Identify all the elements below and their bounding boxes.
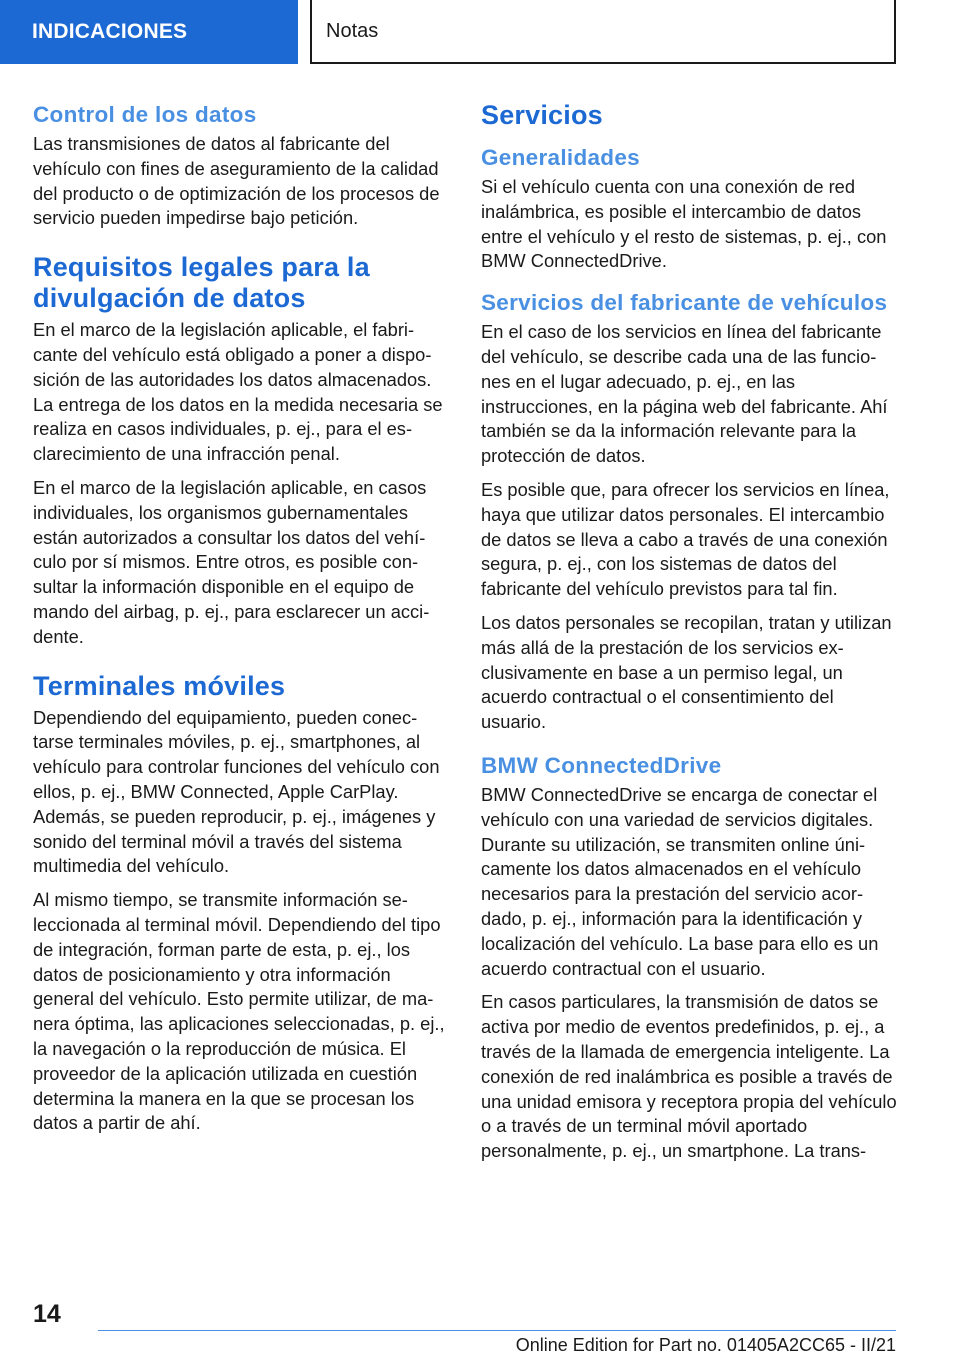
heading-terminales-moviles: Terminales móviles xyxy=(33,670,286,701)
paragraph: En el marco de la legislación aplicable, el fabricante del vehículo está obligado a poner a disposición de las autoridades los datos almacenados. La entrega de los datos en la medida necesaria se realiza en casos individuales, p. ej., para el esclarecimiento de una infracción penal. xyxy=(33,319,443,465)
heading-bmw-connecteddrive: BMW ConnectedDrive xyxy=(481,752,722,778)
section-control-datos xyxy=(33,100,448,231)
paragraph: En casos particulares, la transmisión de datos se activa por medio de eventos predefinidos, p. ej., a través de la llamada de emergencia inteligente. La conexión de red inalámbrica es posible a través de una unidad emisora y receptora propia del vehículo o a través de un terminal móvil aportado personalmente, p. ej., un smartphone. La trans- xyxy=(481,991,897,1162)
paragraph: Dependiendo del equipamiento, pueden conectarse terminales móviles, p. ej., smartphones, al vehículo para controlar funciones del vehículo con ellos, p. ej., BMW Connected, Apple CarPlay. Además, se pueden reproducir, p. ej., imágenes y sonido del terminal móvil a través del sistema multimedia del vehículo. xyxy=(33,706,440,877)
paragraph: Al mismo tiempo, se transmite información seleccionada al terminal móvil. Dependiendo del tipo de integración, forman parte de esta, p. ej., los datos de posicionamiento y otra información general del vehículo. Esto permite utilizar, de manera óptima, las aplicaciones seleccionadas, p. ej., la navegación o la reproducción de música. El proveedor de la aplicación utilizada en cuestión determina la manera en la que se procesan los datos a partir de ahí. xyxy=(33,889,445,1134)
heading-requisitos-legales: Requisitos legales para la divulgación de datos xyxy=(33,252,370,314)
edition-label: Online Edition for Part no. 01405A2CC65 - II/21 xyxy=(515,1335,896,1355)
paragraph: Los datos personales se recopilan, tratan y utilizan más allá de la prestación de los servicios exclusivamente en base a un permiso legal, un acuerdo contractual o el consentimiento del usuario. xyxy=(481,611,892,733)
notes-tab[interactable]: Notas xyxy=(310,0,896,64)
paragraph: En el marco de la legislación aplicable, en casos individuales, los organismos gubernamentales están autorizados a consultar los datos del vehículo por sí mismos. Entre otros, es posible consultar la información disponible en el equipo de mando del airbag, p. ej., para esclarecer un accidente. xyxy=(33,476,430,647)
section-terminales-moviles xyxy=(33,671,448,1137)
heading-control-datos: Control de los datos xyxy=(33,102,257,127)
heading-generalidades: Generalidades xyxy=(481,145,640,170)
section-bmw-connecteddrive xyxy=(481,751,897,1164)
right-column xyxy=(481,100,897,1173)
section-generalidades xyxy=(481,143,897,274)
paragraph: BMW ConnectedDrive se encarga de conectar el vehículo con una variedad de servicios digitales. Durante su utilización, se transmiten online únicamente los datos almacenados en el vehículo necesarios para la prestación del servicio acordado, p. ej., información para la identificación y localización del vehículo. La base para ello es un acuerdo contractual con el usuario. xyxy=(481,783,879,979)
section-servicios-fabricante xyxy=(481,288,897,735)
paragraph: Las transmisiones de datos al fabricante del vehículo con fines de aseguramiento de la calidad del producto o de optimización de los procesos de servicio pueden impedirse bajo petición. xyxy=(33,133,440,229)
paragraph: Si el vehículo cuenta con una conexión de red inalámbrica, es posible el intercambio de datos entre el vehículo y el resto de sistemas, p. ej., con BMW ConnectedDrive. xyxy=(481,176,887,272)
heading-servicios: Servicios xyxy=(481,100,603,130)
paragraph: En el caso de los servicios en línea del fabricante del vehículo, se describe cada una de las funciones en el lugar adecuado, p. ej., en las instrucciones, en la página web del fabricante. Ahí también se da la información relevante para la protección de datos. xyxy=(481,321,888,467)
footer-divider xyxy=(98,1330,896,1331)
paragraph: Es posible que, para ofrecer los servicios en línea, haya que utilizar datos personales. El intercambio de datos se lleva a cabo a través de una conexión segura, p. ej., con los sistemas de datos del fabricante del vehículo previstos para tal fin. xyxy=(481,478,890,600)
heading-servicios-fabricante: Servicios del fabricante de vehículos xyxy=(481,290,888,316)
page-number: 14 xyxy=(33,1300,61,1328)
section-requisitos-legales xyxy=(33,252,448,649)
left-column xyxy=(33,100,448,1145)
section-tab[interactable]: INDICACIONES xyxy=(0,0,298,64)
